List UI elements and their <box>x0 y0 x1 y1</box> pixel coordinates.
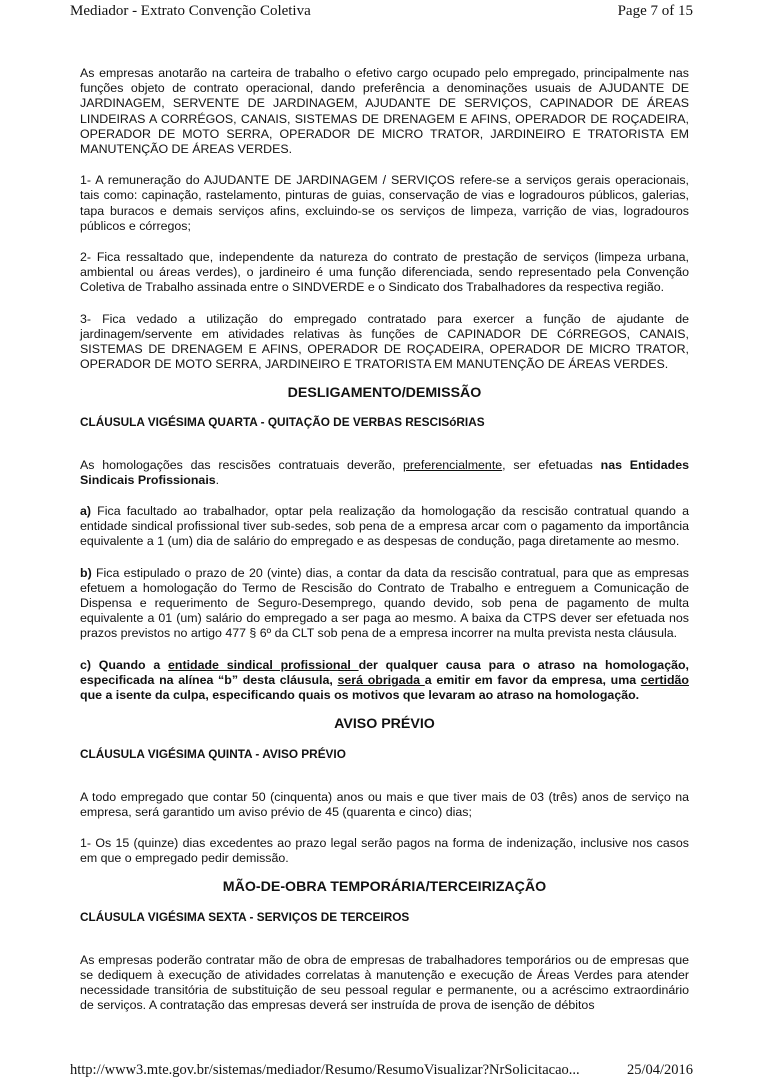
page-footer-url: http://www3.mte.gov.br/sistemas/mediador/Resumo/ResumoVisualizar?NrSolicitacao... <box>70 1062 580 1078</box>
paragraph-item-c: c) Quando a entidade sindical profissional der qualquer causa para o atraso na homologação, especificada na alínea “b” desta cláusula, será obrigada a emitir em favor da empresa, uma certidão que a isente da culpa, especificando quais os motivos que levaram ao atraso na homologação. <box>80 657 689 703</box>
paragraph-item-3: 3- Fica vedado a utilização do empregado contratado para exercer a função de ajudante de jardinagem/servente em atividades relativas às funções de CAPINADOR DE CóRREGOS, CANAIS, SISTEMAS DE DRENAGEM E AFINS, OPERADOR DE ROÇADEIRA, OPERADOR DE MICRO TRATOR, OPERADOR DE MOTO SERRA, JARDINEIRO E TRATORISTA EM MANUTENÇÃO DE ÁREAS VERDES. <box>80 311 689 372</box>
paragraph-item-1: 1- A remuneração do AJUDANTE DE JARDINAGEM / SERVIÇOS refere-se a serviços gerais operacionais, tais como: capinação, rastelamento, pinturas de guias, conservação de vias e logradouros públicos, galerias, tapa buracos e demais serviços afins, excluindo-se os serviços de limpeza, varrição de vias, logradouros públicos e córregos; <box>80 173 689 233</box>
paragraph-indenizacao: 1- Os 15 (quinze) dias excedentes ao prazo legal serão pagos na forma de indenização, inclusive nos casos em que o empregado pedir demissão. <box>80 835 689 866</box>
page-footer-date: 25/04/2016 <box>626 1062 693 1078</box>
section-heading-terceirizacao: MÃO-DE-OBRA TEMPORÁRIA/TERCEIRIZAÇÃO <box>222 879 547 896</box>
clause-heading-26: CLÁUSULA VIGÉSIMA SEXTA - SERVIÇOS DE TERCEIROS <box>80 910 410 925</box>
paragraph-homologacoes: As homologações das rescisões contratuais deverão, preferencialmente, ser efetuadas nas Entidades Sindicais Profissionais. <box>80 457 689 487</box>
clause-heading-24: CLÁUSULA VIGÉSIMA QUARTA - QUITAÇÃO DE VERBAS RESCISóRIAS <box>80 415 485 430</box>
paragraph-item-2: 2- Fica ressaltado que, independente da natureza do contrato de prestação de serviços (limpeza urbana, ambiental ou áreas verdes), o jardineiro é uma função diferenciada, sendo representado pela Convenção Coletiva de Trabalho assinada entre o SINDVERDE e o Sindicato dos Trabalhadores da respectiva região. <box>80 250 689 295</box>
paragraph-item-b: b) Fica estipulado o prazo de 20 (vinte) dias, a contar da data da rescisão contratual, para que as empresas efetuem a homologação do Termo de Rescisão do Contrato de Trabalho e entreguem a Comunicação de Dispensa e requerimento de Seguro-Desemprego, quando devido, sob pena de pagamento de multa equivalente a 01 (um) salário do empregado a ser paga ao mesmo. A baixa da CTPS dever ser efetuada nos prazos previstos no artigo 477 § 6º da CLT sob pena de a empresa incorrer na multa prevista nesta cláusula. <box>80 565 689 641</box>
paragraph-job-titles: As empresas anotarão na carteira de trabalho o efetivo cargo ocupado pelo empregado, principalmente nas funções objeto de contrato operacional, dando preferência a denominações usuais de AJUDANTE DE JARDINAGEM, SERVENTE DE JARDINAGEM, AJUDANTE DE SERVIÇOS, CAPINADOR DE ÁREAS LINDEIRAS A CORRÉGOS, CANAIS, SISTEMAS DE DRENAGEM E AFINS, OPERADOR DE ROÇADEIRA, OPERADOR DE MOTO SERRA, OPERADOR DE MICRO TRATOR, JARDINEIRO E TRATORISTA EM MANUTENÇÃO DE ÁREAS VERDES. <box>80 66 689 157</box>
clause-heading-25: CLÁUSULA VIGÉSIMA QUINTA - AVISO PRÉVIO <box>80 747 346 762</box>
section-heading-desligamento: DESLIGAMENTO/DEMISSÃO <box>287 385 482 402</box>
paragraph-aviso-45-dias: A todo empregado que contar 50 (cinquenta) anos ou mais e que tiver mais de 03 (três) anos de serviço na empresa, será garantido um aviso prévio de 45 (quarenta e cinco) dias; <box>80 789 689 819</box>
page-header-title: Mediador - Extrato Convenção Coletiva <box>70 3 311 19</box>
paragraph-servicos-terceiros: As empresas poderão contratar mão de obra de empresas de trabalhadores temporários ou de empresas que se dediquem à execução de atividades correlatas à manutenção e execução de Áreas Verdes para atender necessidade transitória de substituição de seu pessoal regular e permanente, ou a acréscimo extraordinário de serviços. A contratação das empresas deverá ser instruída de prova de isenção de débitos <box>80 952 689 1013</box>
section-heading-aviso-previo: AVISO PRÉVIO <box>334 716 435 733</box>
document-body <box>80 66 689 1013</box>
paragraph-item-a: a) Fica facultado ao trabalhador, optar pela realização da homologação da rescisão contratual quando a entidade sindical profissional tiver sub-sedes, sob pena de a empresa arcar com o pagamento da importância equivalente a 1 (um) dia de salário do empregado e as despesas de condução, paga diretamente ao mesmo. <box>80 504 689 549</box>
page-number: Page 7 of 15 <box>617 3 693 19</box>
